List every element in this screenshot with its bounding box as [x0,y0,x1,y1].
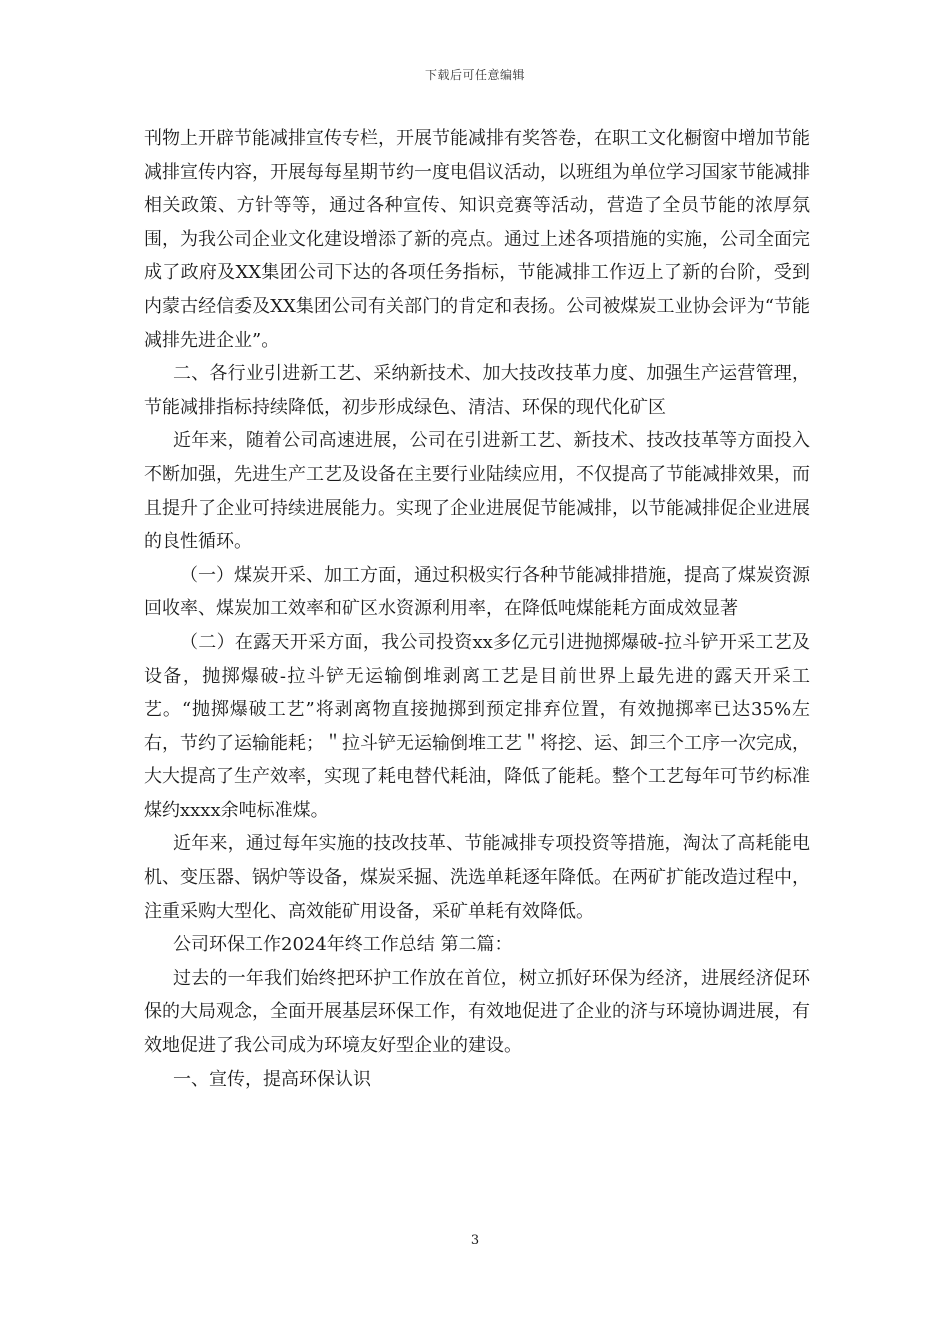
subsection-1: （一）煤炭开采、加工方面，通过积极实行各种节能减排措施，提高了煤炭资源回收率、煤炭加工效率和矿区水资源利用率，在降低吨煤能耗方面成效显著 [144,564,810,620]
document-body [144,122,810,1096]
section-heading-2: 二、各行业引进新工艺、采纳新技术、加大技改技革力度、加强生产运营管理，节能减排指标持续降低，初步形成绿色、清洁、环保的现代化矿区 [144,363,810,418]
subsection-2: （二）在露天开采方面，我公司投资xx多亿元引进抛掷爆破-拉斗铲开采工艺及设备，抛掷爆破-拉斗铲无运输倒堆剥离工艺是目前世界上最先进的露天开采工艺。“抛掷爆破工艺”将剥离物直接抛掷到预定排弃位置，有效抛掷率已达35%左右，节约了运输能耗；＂拉斗铲无运输倒堆工艺＂将挖、运、卸三个工序一次完成，大大提高了生产效率，实现了耗电替代耗油，降低了能耗。整个工艺每年可节约标准煤约xxxx余吨标准煤。 [144,631,810,821]
paragraph-past-year: 过去的一年我们始终把环护工作放在首位，树立抓好环保为经济，进展经济促环保的大局观念，全面开展基层环保工作，有效地促进了企业的济与环境协调进展，有效地促进了我公司成为环境友好型企业的建设。 [144,967,810,1057]
page-header: 下载后可任意编辑 [424,68,525,82]
paragraph-recent-years: 近年来，随着公司高速进展，公司在引进新工艺、新技术、技改技革等方面投入不断加强，先进生产工艺及设备在主要行业陆续应用，不仅提高了节能减排效果，而且提升了企业可持续进展能力。实现了企业进展促节能减排，以节能减排促企业进展的良性循环。 [144,430,810,553]
section-heading-1: 一、宣传，提高环保认识 [173,1068,371,1090]
page-number: 3 [470,1233,480,1248]
paragraph-tech-upgrade: 近年来，通过每年实施的技改技革、节能减排专项投资等措施，淘汰了高耗能电机、变压器、锅炉等设备，煤炭采掘、洗选单耗逐年降低。在两矿扩能改造过程中，注重采购大型化、高效能矿用设备，采矿单耗有效降低。 [144,833,810,922]
paragraph-continued: 刊物上开辟节能减排宣传专栏，开展节能减排有奖答卷，在职工文化橱窗中增加节能减排宣传内容，开展每每星期节约一度电倡议活动，以班组为单位学习国家节能减排相关政策、方针等等，通过各种宣传、知识竞赛等活动，营造了全员节能的浓厚氛围，为我公司企业文化建设增添了新的亮点。通过上述各项措施的实施，公司全面完成了政府及XX集团公司下达的各项任务指标，节能减排工作迈上了新的台阶，受到内蒙古经信委及XX集团公司有关部门的肯定和表扬。公司被煤炭工业协会评为“节能减排先进企业”。 [144,128,810,351]
part-two-title: 公司环保工作2024年终工作总结 第二篇： [173,934,513,956]
